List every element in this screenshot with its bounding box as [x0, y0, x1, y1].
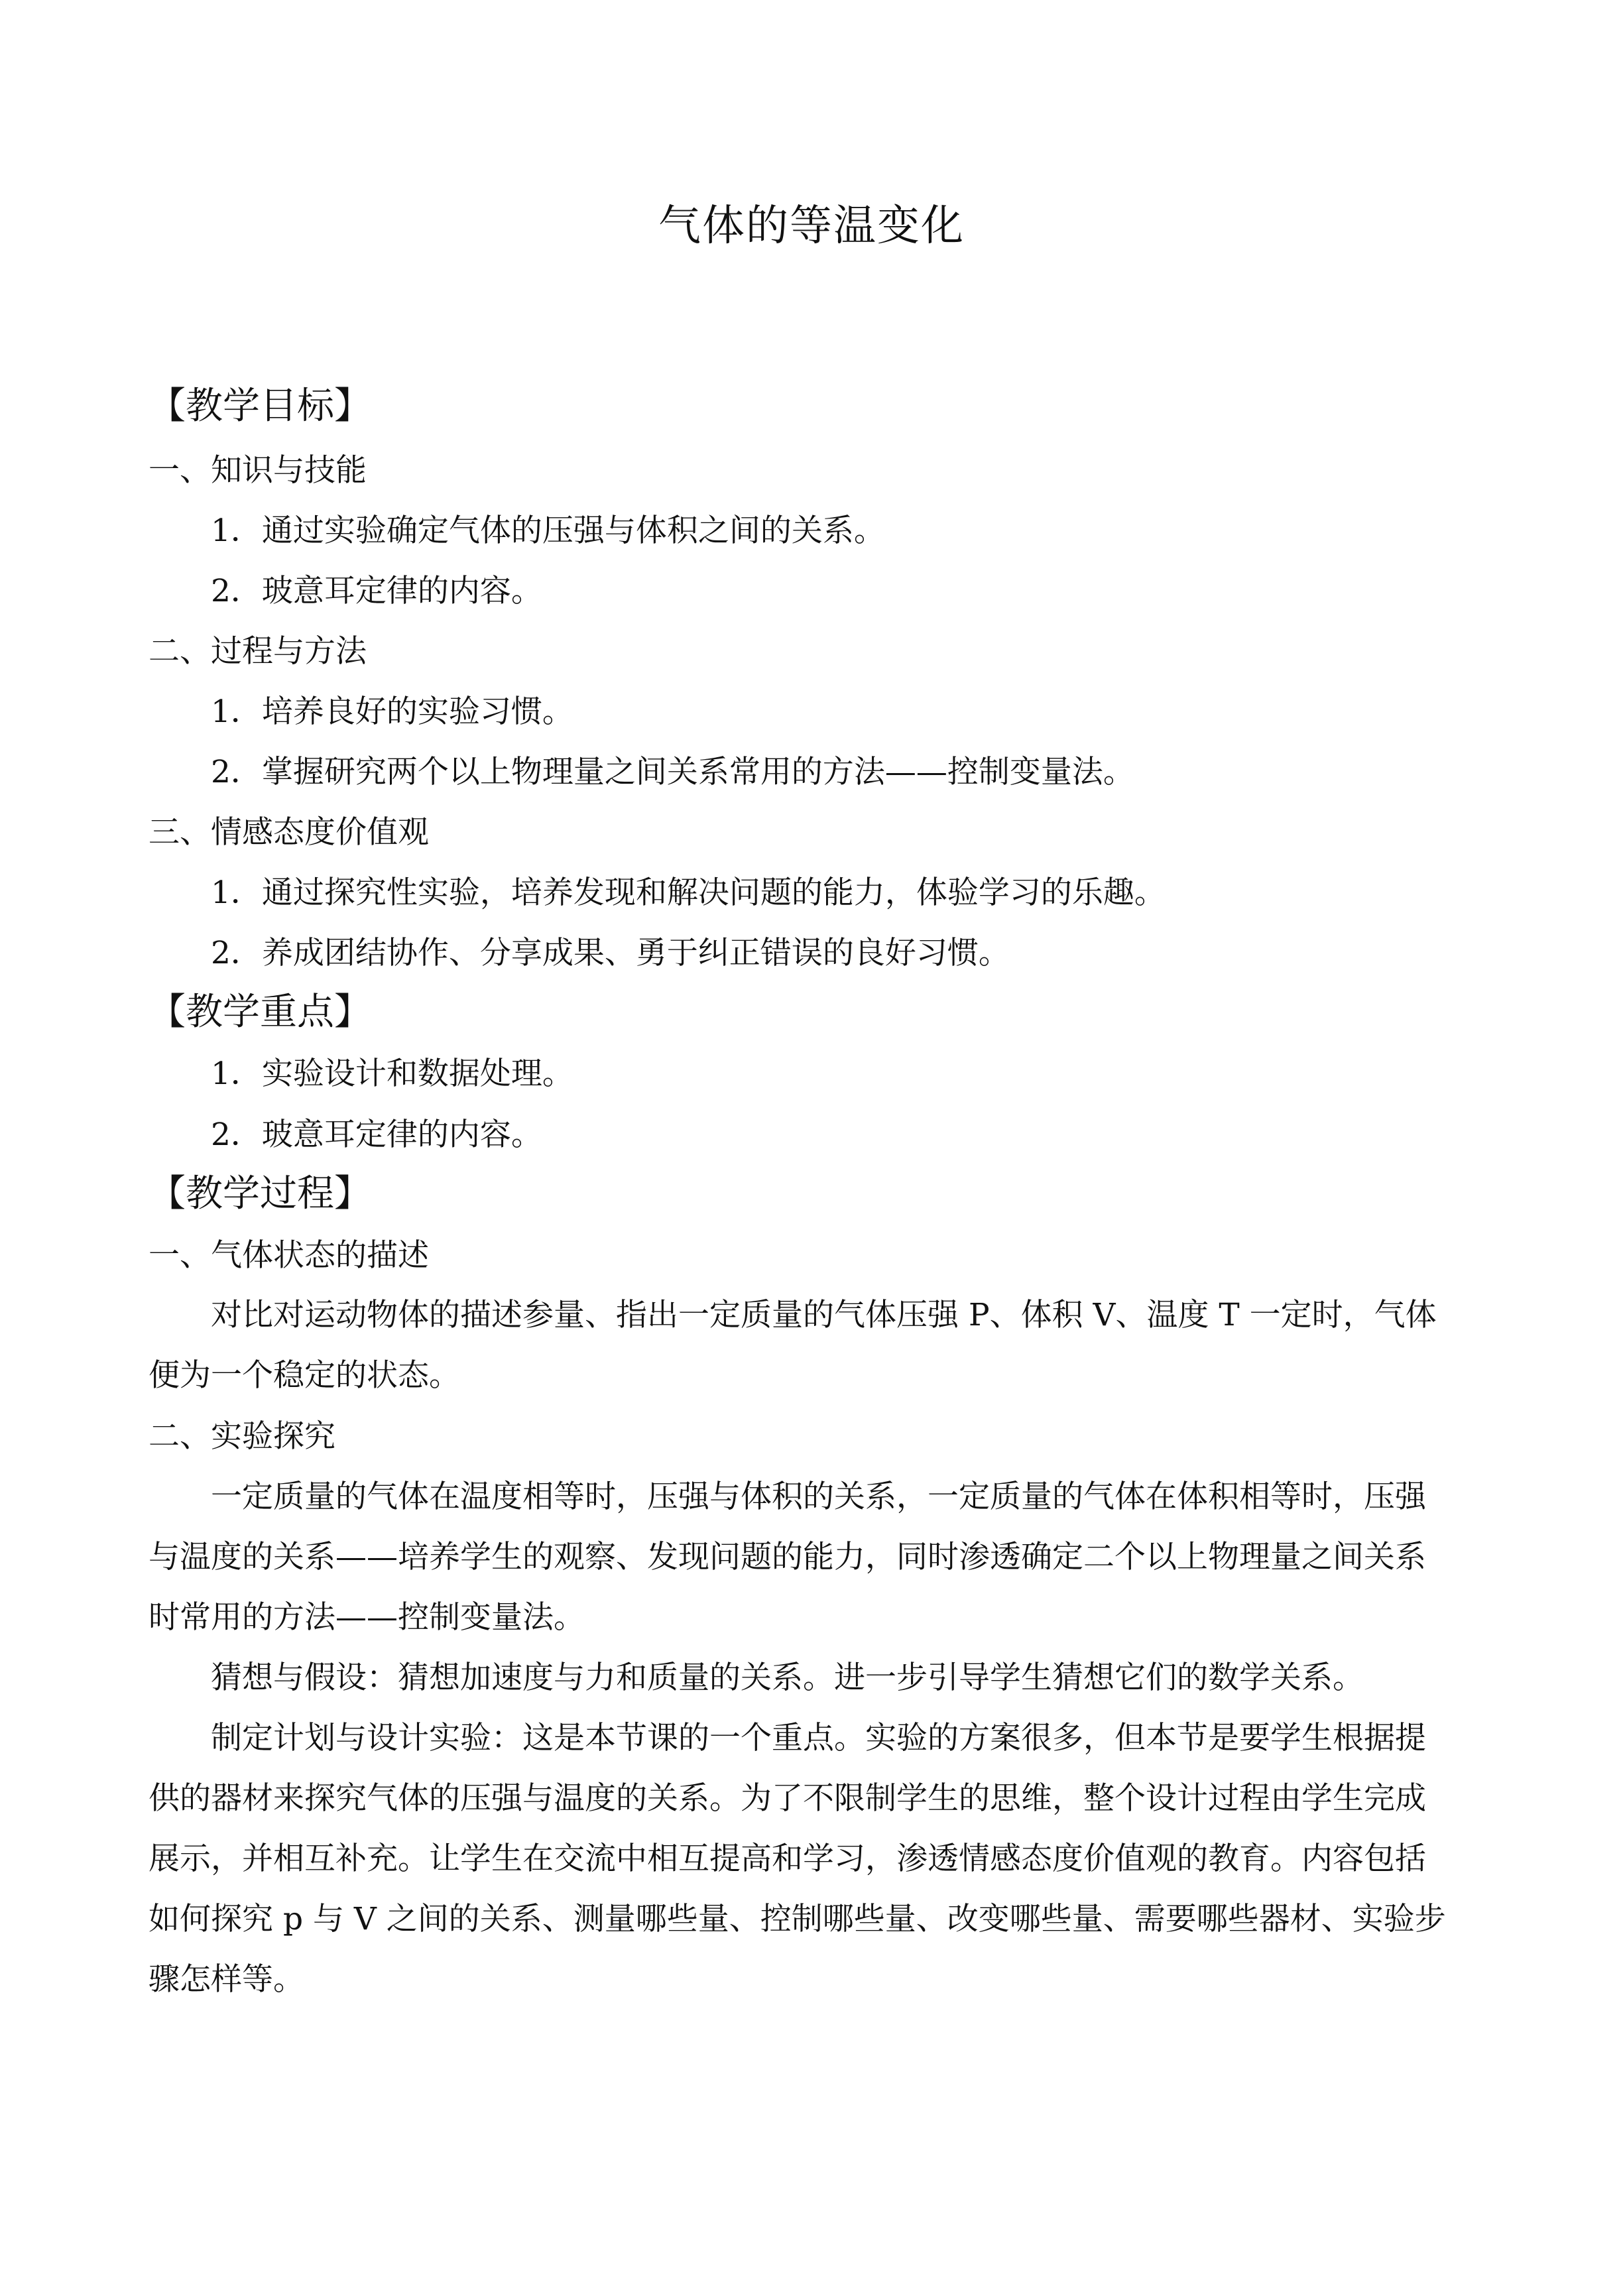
list-item: 2．养成团结协作、分享成果、勇于纠正错误的良好习惯。 — [211, 935, 1010, 971]
list-item: 1．通过实验确定气体的压强与体积之间的关系。 — [211, 513, 885, 549]
section-heading-teaching-process: 【教学过程】 — [149, 1172, 371, 1215]
section-heading-key-points: 【教学重点】 — [149, 991, 371, 1034]
list-item: 1．通过探究性实验，培养发现和解决问题的能力，体验学习的乐趣。 — [211, 875, 1166, 911]
paragraph-line: 展示，并相互补充。让学生在交流中相互提高和学习，渗透情感态度价值观的教育。内容包括 — [149, 1841, 1426, 1877]
paragraph-line: 与温度的关系——培养学生的观察、发现问题的能力，同时渗透确定二个以上物理量之间关系 — [149, 1539, 1426, 1575]
subsection-attitude: 三、情感态度价值观 — [149, 814, 429, 851]
subsection-gas-state: 一、气体状态的描述 — [149, 1237, 429, 1274]
document-title: 气体的等温变化 — [658, 202, 965, 251]
subsection-experiment: 二、实验探究 — [149, 1418, 335, 1455]
paragraph-line: 供的器材来探究气体的压强与温度的关系。为了不限制学生的思维，整个设计过程由学生完成 — [149, 1780, 1426, 1817]
paragraph-line: 制定计划与设计实验：这是本节课的一个重点。实验的方案很多，但本节是要学生根据提 — [211, 1720, 1426, 1756]
subsection-process: 二、过程与方法 — [149, 633, 367, 670]
subsection-knowledge: 一、知识与技能 — [149, 452, 367, 489]
list-item: 1．实验设计和数据处理。 — [211, 1056, 573, 1092]
paragraph-line: 如何探究 p 与 V 之间的关系、测量哪些量、控制哪些量、改变哪些量、需要哪些器材、实验步 — [149, 1901, 1446, 1937]
paragraph-line: 骤怎样等。 — [149, 1961, 304, 1998]
paragraph-line: 时常用的方法——控制变量法。 — [149, 1599, 585, 1636]
list-item: 2．掌握研究两个以上物理量之间关系常用的方法——控制变量法。 — [211, 754, 1134, 790]
paragraph-line: 对比对运动物体的描述参量、指出一定质量的气体压强 P、体积 V、温度 T 一定时，气体 — [211, 1297, 1437, 1333]
list-item: 1．培养良好的实验习惯。 — [211, 694, 573, 730]
paragraph-line: 一定质量的气体在温度相等时，压强与体积的关系，一定质量的气体在体积相等时，压强 — [211, 1479, 1426, 1515]
paragraph-line: 便为一个稳定的状态。 — [149, 1357, 460, 1394]
section-heading-objectives: 【教学目标】 — [149, 385, 371, 428]
list-item: 2．玻意耳定律的内容。 — [211, 1117, 542, 1153]
list-item: 2．玻意耳定律的内容。 — [211, 573, 542, 609]
paragraph-line: 猜想与假设：猜想加速度与力和质量的关系。进一步引导学生猜想它们的数学关系。 — [211, 1660, 1364, 1696]
